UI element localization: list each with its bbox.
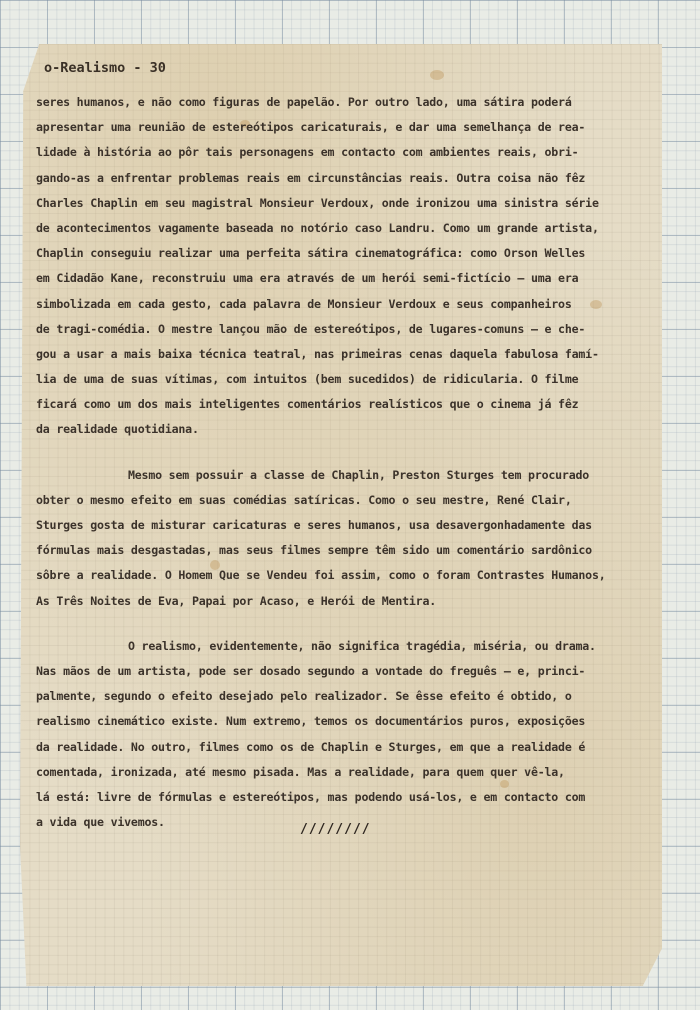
text-line: O realismo, evidentemente, não significa tragédia, miséria, ou drama.	[128, 638, 596, 653]
page-header: o-Realismo - 30	[44, 60, 166, 76]
text-line: em Cidadão Kane, reconstruiu uma era através de um herói semi-fictício — uma era	[36, 271, 579, 286]
text-line: lidade à história ao pôr tais personagens em contacto com ambientes reais, obri-	[36, 145, 579, 160]
text-line: apresentar uma reunião de estereótipos caricaturais, e dar uma semelhança de rea-	[36, 120, 586, 135]
text-line: comentada, ironizada, até mesmo pisada. Mas a realidade, para quem quer vê-la,	[36, 764, 565, 779]
text-line: da realidade. No outro, filmes como os de Chaplin e Sturges, em que a realidade é	[36, 739, 586, 754]
text-line: a vida que vivemos.	[36, 815, 165, 830]
text-line: ficará como um dos mais inteligentes comentários realísticos que o cinema já fêz	[36, 397, 579, 412]
text-line: simbolizada em cada gesto, cada palavra de Monsieur Verdoux e seus companheiros	[36, 296, 572, 311]
text-line: sôbre a realidade. O Homem Que se Vendeu foi assim, como o foram Contrastes Humanos,	[36, 568, 606, 583]
text-line: de acontecimentos vagamente baseada no notório caso Landru. Como um grande artista,	[36, 220, 599, 235]
text-line: As Três Noites de Eva, Papai por Acaso, e Herói de Mentira.	[36, 593, 437, 608]
paragraph-gap	[36, 443, 644, 463]
text-line: Charles Chaplin em seu magistral Monsieur Verdoux, onde ironizou uma sinistra série	[36, 195, 599, 210]
text-line: gou a usar a mais baixa técnica teatral, nas primeiras cenas daquela fabulosa famí-	[36, 346, 599, 361]
text-line: gando-as a enfrentar problemas reais em circunstâncias reais. Outra coisa não fêz	[36, 170, 586, 185]
text-line: realismo cinemático existe. Num extremo, temos os documentários puros, exposições	[36, 714, 586, 729]
text-line: Nas mãos de um artista, pode ser dosado segundo a vontade do freguês — e, princi-	[36, 663, 586, 678]
text-line: Mesmo sem possuir a classe de Chaplin, Preston Sturges tem procurado	[128, 467, 590, 482]
paragraph-gap	[36, 614, 644, 634]
text-line: da realidade quotidiana.	[36, 422, 199, 437]
text-line: Chaplin conseguiu realizar uma perfeita sátira cinematográfica: como Orson Welles	[36, 246, 586, 261]
text-line: lá está: livre de fórmulas e estereótipos, mas podendo usá-los, e em contacto com	[36, 789, 586, 804]
text-line: lia de uma de suas vítimas, com intuitos (bem sucedidos) de ridicularia. O filme	[36, 372, 579, 387]
typed-text-body	[36, 90, 644, 835]
text-line: de tragi-comédia. O mestre lançou mão de estereótipos, de lugares-comuns — e che-	[36, 321, 586, 336]
text-line: palmente, segundo o efeito desejado pelo realizador. Se êsse efeito é obtido, o	[36, 689, 572, 704]
end-separator: ////////	[300, 822, 371, 837]
text-line: Sturges gosta de misturar caricaturas e seres humanos, usa desavergonhadamente das	[36, 518, 592, 532]
text-line: fórmulas mais desgastadas, mas seus filmes sempre têm sido um comentário sardônico	[36, 543, 592, 558]
text-line: seres humanos, e não como figuras de papelão. Por outro lado, uma sátira poderá	[36, 95, 572, 109]
text-line: obter o mesmo efeito em suas comédias satíricas. Como o seu mestre, René Clair,	[36, 492, 572, 507]
